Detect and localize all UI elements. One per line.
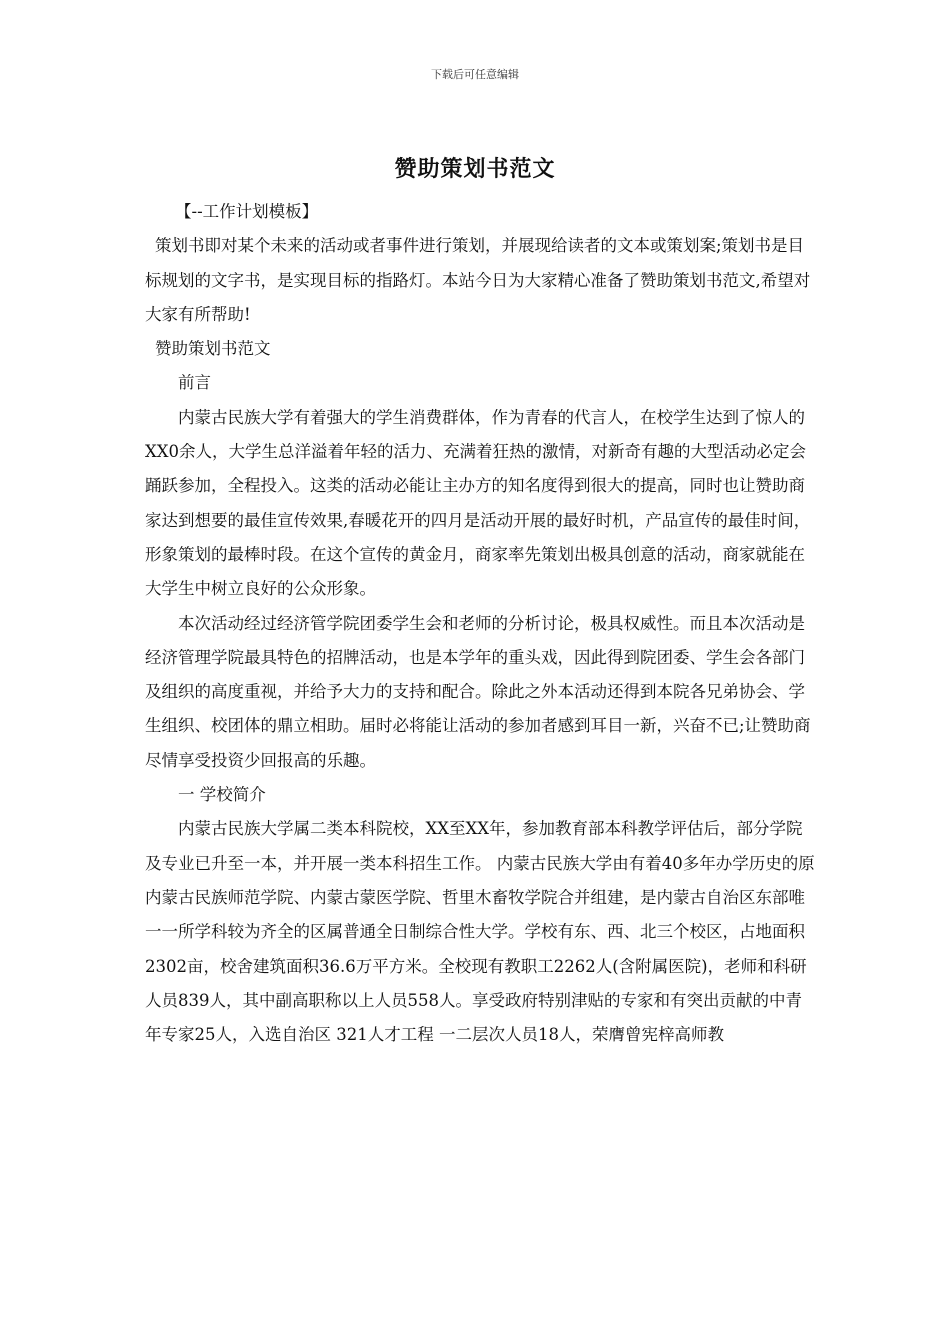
- template-tag: 【--工作计划模板】: [175, 202, 319, 221]
- paragraph-school: 内蒙古民族大学属二类本科院校，XX至XX年，参加教育部本科教学评估后，部分学院及专业已升至一本，并开展一类本科招生工作。 内蒙古民族大学由有着40多年办学历史的原内蒙古民族师范学院、内蒙古蒙医学院、哲里木畜牧学院合并组建，是内蒙古自治区东部唯一一所学科较为齐全的区属普通全日制综合性大学。学校有东、西、北三个校区，占地面积2302亩，校舍建筑面积36.6万平方米。全校现有教职工2262人(含附属医院)，老师和科研人员839人，其中副高职称以上人员558人。享受政府特别津贴的专家和有突出贡献的中青年专家25人，入选自治区 321人才工程 一二层次人员18人，荣膺曾宪梓高师教: [145, 819, 815, 1045]
- section-heading-school: 一 学校简介: [178, 785, 266, 805]
- document-title: 赞助策划书范文: [394, 156, 556, 182]
- page-header: 下载后可任意编辑: [431, 68, 519, 81]
- subtitle-line: 赞助策划书范文: [155, 339, 271, 359]
- document-body: [145, 195, 815, 1052]
- intro-paragraph: 策划书即对某个未来的活动或者事件进行策划，并展现给读者的文本或策划案;策划书是目标规划的文字书，是实现目标的指路灯。本站今日为大家精心准备了赞助策划书范文,希望对大家有所帮助!: [145, 236, 811, 324]
- section-heading-preface: 前言: [178, 373, 211, 393]
- paragraph-preface: 内蒙古民族大学有着强大的学生消费群体，作为青春的代言人，在校学生达到了惊人的XX0余人，大学生总洋溢着年轻的活力、充满着狂热的激情，对新奇有趣的大型活动必定会踊跃参加，全程投入。这类的活动必能让主办方的知名度得到很大的提高，同时也让赞助商家达到想要的最佳宣传效果,春暖花开的四月是活动开展的最好时机，产品宣传的最佳时间，形象策划的最棒时段。在这个宣传的黄金月，商家率先策划出极具创意的活动，商家就能在大学生中树立良好的公众形象。: [145, 407, 811, 599]
- paragraph-activity: 本次活动经过经济管学院团委学生会和老师的分析讨论，极具权威性。而且本次活动是经济管理学院最具特色的招牌活动，也是本学年的重头戏，因此得到院团委、学生会各部门及组织的高度重视，并给予大力的支持和配合。除此之外本活动还得到本院各兄弟协会、学生组织、校团体的鼎立相助。届时必将能让活动的参加者感到耳目一新，兴奋不已;让赞助商尽情享受投资少回报高的乐趣。: [145, 613, 811, 770]
